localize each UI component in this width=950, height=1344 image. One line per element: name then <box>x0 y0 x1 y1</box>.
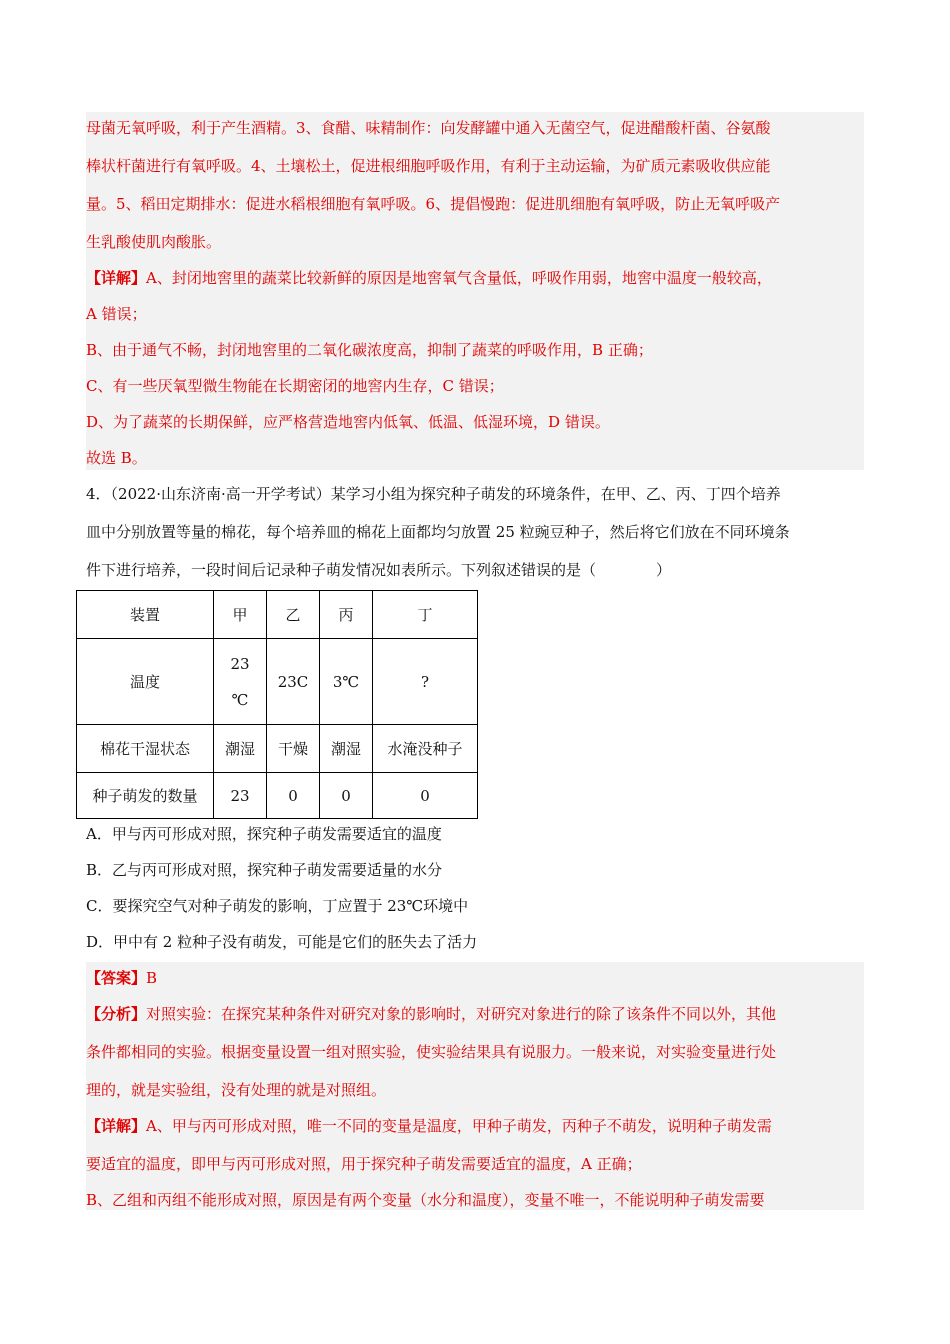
table-cell: 甲 <box>214 591 267 639</box>
table-cell: 乙 <box>267 591 320 639</box>
analysis-line: 量。5、稻田定期排水：促进水稻根细胞有氧呼吸。6、提倡慢跑：促进肌细胞有氧呼吸，防止无氧呼吸产 <box>86 195 781 213</box>
table-cell: 23 <box>214 773 267 819</box>
table-row <box>77 773 478 819</box>
option-a: A．甲与丙可形成对照，探究种子萌发需要适宜的温度 <box>86 825 442 843</box>
option-d: D．甲中有 2 粒种子没有萌发，可能是它们的胚失去了活力 <box>86 933 478 951</box>
detail-text: A、封闭地窖里的蔬菜比较新鲜的原因是地窖氧气含量低，呼吸作用弱，地窖中温度一般较高， <box>146 269 772 287</box>
answer-line <box>86 968 157 988</box>
table-cell: 装置 <box>77 591 214 639</box>
answer-tag: 【答案】 <box>86 969 147 987</box>
table-cell: 温度 <box>77 639 214 725</box>
question-line: 件下进行培养，一段时间后记录种子萌发情况如表所示。下列叙述错误的是（ ） <box>86 561 672 579</box>
detail-line: C、有一些厌氧型微生物能在长期密闭的地窖内生存，C 错误； <box>86 377 504 395</box>
analysis-line: 母菌无氧呼吸，利于产生酒精。3、食醋、味精制作：向发酵罐中通入无菌空气，促进醋酸杆菌、谷氨酸 <box>86 119 771 137</box>
analysis-line: 理的，就是实验组，没有处理的就是对照组。 <box>86 1081 387 1099</box>
table-cell: 水淹没种子 <box>373 725 478 773</box>
table-cell: ? <box>373 639 478 725</box>
table-cell: 3℃ <box>320 639 373 725</box>
table-cell: 丙 <box>320 591 373 639</box>
table-row <box>77 725 478 773</box>
experiment-table <box>76 590 478 819</box>
detail-line: B、由于通气不畅，封闭地窖里的二氧化碳浓度高，抑制了蔬菜的呼吸作用，B 正确； <box>86 341 653 359</box>
detail-tag: 【详解】 <box>86 1117 147 1135</box>
analysis-tag: 【分析】 <box>86 1005 147 1023</box>
table-cell: 棉花干湿状态 <box>77 725 214 773</box>
conclusion-line: 故选 B。 <box>86 449 147 467</box>
table-row <box>77 591 478 639</box>
analysis-line: 棒状杆菌进行有氧呼吸。4、土壤松土，促进根细胞呼吸作用，有利于主动运输，为矿质元素吸收供应能 <box>86 157 771 175</box>
question-line: 4．（2022·山东济南·高一开学考试）某学习小组为探究种子萌发的环境条件，在甲、乙、丙、丁四个培养 <box>86 485 781 503</box>
detail-line: D、为了蔬菜的长期保鲜，应严格营造地窖内低氧、低温、低湿环境，D 错误。 <box>86 413 610 431</box>
option-c: C．要探究空气对种子萌发的影响，丁应置于 23℃环境中 <box>86 897 469 915</box>
table-cell: 0 <box>267 773 320 819</box>
question-line: 皿中分别放置等量的棉花，每个培养皿的棉花上面都均匀放置 25 粒豌豆种子，然后将它们放在不同环境条 <box>86 523 790 541</box>
detail-line: A 错误； <box>86 305 147 323</box>
detail-line <box>86 1116 772 1136</box>
table-cell: 干燥 <box>267 725 320 773</box>
detail-line: B、乙组和丙组不能形成对照，原因是有两个变量（水分和温度），变量不唯一，不能说明种子萌发需要 <box>86 1191 765 1209</box>
table-cell: 种子萌发的数量 <box>77 773 214 819</box>
table-cell: 23C <box>267 639 320 725</box>
detail-line <box>86 268 772 288</box>
analysis-text: 对照实验：在探究某种条件对研究对象的影响时，对研究对象进行的除了该条件不同以外，其他 <box>146 1005 777 1023</box>
detail-text: A、甲与丙可形成对照，唯一不同的变量是温度，甲种子萌发，丙种子不萌发，说明种子萌发需 <box>146 1117 772 1135</box>
table-row <box>77 639 478 725</box>
analysis-line: 条件都相同的实验。根据变量设置一组对照实验，使实验结果具有说服力。一般来说，对实验变量进行处 <box>86 1043 777 1061</box>
table-cell: 丁 <box>373 591 478 639</box>
answer-value: B <box>146 969 158 987</box>
analysis-line: 生乳酸使肌肉酸胀。 <box>86 233 222 251</box>
table-cell: 0 <box>373 773 478 819</box>
answer-block-2 <box>86 962 864 1210</box>
table-cell: 潮湿 <box>214 725 267 773</box>
answer-block-1 <box>86 112 864 470</box>
option-b: B．乙与丙可形成对照，探究种子萌发需要适量的水分 <box>86 861 443 879</box>
detail-line: 要适宜的温度，即甲与丙可形成对照，用于探究种子萌发需要适宜的温度，A 正确； <box>86 1155 642 1173</box>
table-cell: 潮湿 <box>320 725 373 773</box>
table-cell: 0 <box>320 773 373 819</box>
table-cell: 23 ℃ <box>214 639 267 725</box>
analysis-line <box>86 1004 776 1024</box>
detail-tag: 【详解】 <box>86 269 147 287</box>
